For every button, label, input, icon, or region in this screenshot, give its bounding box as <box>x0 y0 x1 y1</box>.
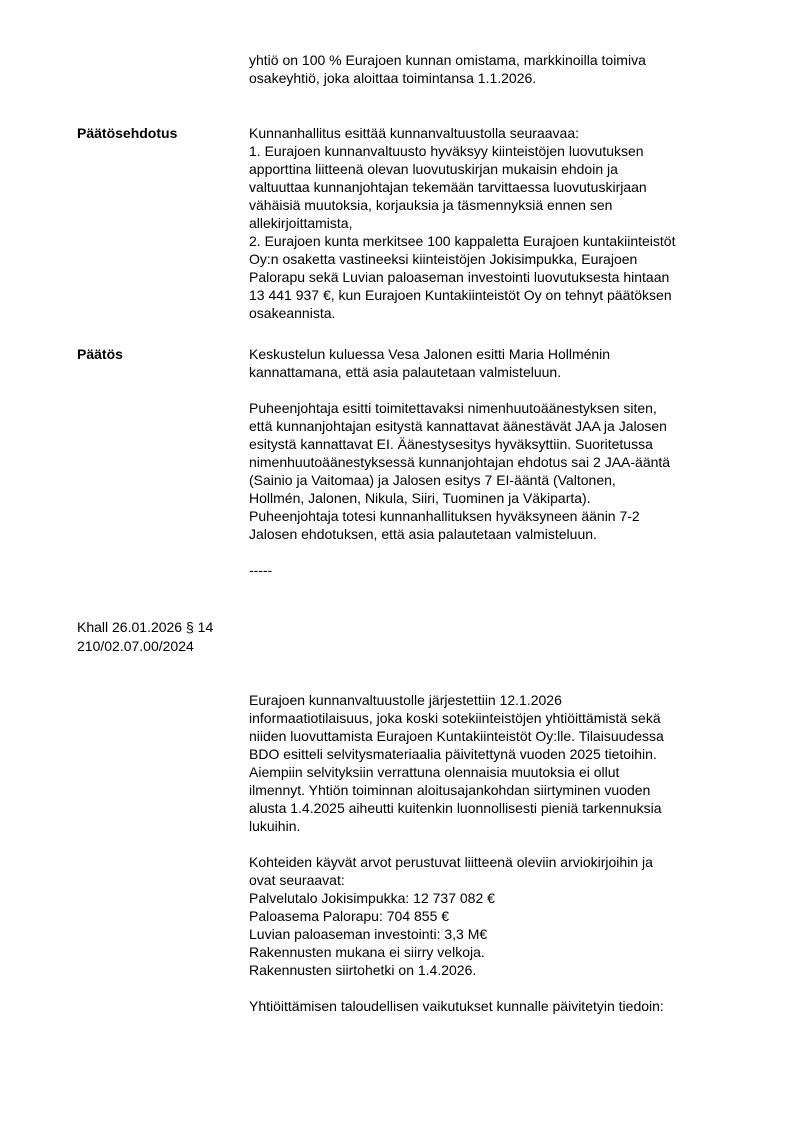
proposal-label: Päätösehdotus <box>77 125 178 141</box>
text-line: Oy:n osaketta vastineeksi kiinteistöjen Jokisimpukka, Eurajoen <box>249 251 638 267</box>
text-line: informaatiotilaisuus, joka koski sotekiinteistöjen yhtiöittämistä sekä <box>249 710 661 726</box>
main-text <box>249 691 749 1015</box>
decision-label: Päätös <box>77 346 123 362</box>
text-line: allekirjoittamista, <box>249 215 353 231</box>
paragraph-gap <box>249 381 749 399</box>
text-line: osakeyhtiö, joka aloittaa toimintansa 1.1.2026. <box>249 70 537 86</box>
text-line: Kunnanhallitus esittää kunnanvaltuustolla seuraavaa: <box>249 125 580 141</box>
text-line: alusta 1.4.2025 aiheutti kuitenkin luonnollisesti pieniä tarkennuksia <box>249 800 662 816</box>
text-line: valtuuttaa kunnanjohtajan tekemään tarvittaessa luovutuskirjaan <box>249 179 647 195</box>
text-line: BDO esitteli selvitysmateriaalia päivitettynä vuoden 2025 tietoihin. <box>249 746 657 762</box>
text-line: Rakennusten mukana ei siirry velkoja. <box>249 944 485 960</box>
text-line: nimenhuutoäänestyksessä kunnanjohtajan ehdotus sai 2 JAA-ääntä <box>249 454 671 470</box>
text-line: Luvian paloaseman investointi: 3,3 M€ <box>249 926 488 942</box>
text-line: Kohteiden käyvät arvot perustuvat liitteenä oleviin arviokirjoihin ja <box>249 854 653 870</box>
text-line: apporttina liitteenä olevan luovutuskirjan mukaisin ehdoin ja <box>249 161 618 177</box>
text-line: Aiempiin selvityksiin verrattuna olennaisia muutoksia ei ollut <box>249 764 620 780</box>
text-line: Palorapu sekä Luvian paloaseman investointi luovutuksesta hintaan <box>249 269 670 285</box>
text-line: Eurajoen kunnanvaltuustolle järjestettiin 12.1.2026 <box>249 692 562 708</box>
text-line: lukuihin. <box>249 818 301 834</box>
text-line: Puheenjohtaja esitti toimitettavaksi nimenhuutoäänestyksen siten, <box>249 400 657 416</box>
text-line: Keskustelun kuluessa Vesa Jalonen esitti Maria Hollménin <box>249 346 611 362</box>
intro-paragraph <box>249 51 749 87</box>
text-line: että kunnanjohtajan esitystä kannattavat äänestävät JAA ja Jalosen <box>249 418 667 434</box>
text-line: 1. Eurajoen kunnanvaltuusto hyväksyy kiinteistöjen luovutuksen <box>249 143 644 159</box>
text-line: (Sainio ja Vaitomaa) ja Jalosen esitys 7 EI-ääntä (Valtonen, <box>249 472 616 488</box>
paragraph-gap <box>249 543 749 561</box>
text-line: yhtiö on 100 % Eurajoen kunnan omistama, markkinoilla toimiva <box>249 52 646 68</box>
proposal-text <box>249 124 749 322</box>
text-line: kannattamana, että asia palautetaan valmisteluun. <box>249 364 562 380</box>
text-line: esitystä kannattavat EI. Äänestysesitys hyväksyttiin. Suoritetussa <box>249 436 653 452</box>
text-line: niiden luovuttamista Eurajoen Kuntakiinteistöt Oy:lle. Tilaisuudessa <box>249 728 664 744</box>
decision-text <box>249 345 749 579</box>
text-line: Paloasema Palorapu: 704 855 € <box>249 908 450 924</box>
text-line: 13 441 937 €, kun Eurajoen Kuntakiinteistöt Oy on tehnyt päätöksen <box>249 287 672 303</box>
text-line: osakeannista. <box>249 305 336 321</box>
text-line: Jalosen ehdotuksen, että asia palautetaan valmisteluun. <box>249 526 597 542</box>
text-line: Palvelutalo Jokisimpukka: 12 737 082 € <box>249 890 495 906</box>
record-number: 210/02.07.00/2024 <box>77 638 194 654</box>
text-line: vähäisiä muutoksia, korjauksia ja täsmennyksiä ennen sen <box>249 197 613 213</box>
text-line: Hollmén, Jalonen, Nikula, Siiri, Tuominen ja Väkiparta). <box>249 490 591 506</box>
paragraph-gap <box>249 835 749 853</box>
text-line: Rakennusten siirtohetki on 1.4.2026. <box>249 962 477 978</box>
paragraph-gap <box>249 979 749 997</box>
text-line: ovat seuraavat: <box>249 872 345 888</box>
text-line: ilmennyt. Yhtiön toiminnan aloitusajankohdan siirtyminen vuoden <box>249 782 651 798</box>
meeting-reference: Khall 26.01.2026 § 14 <box>77 619 214 635</box>
text-line: Puheenjohtaja totesi kunnanhallituksen hyväksyneen äänin 7-2 <box>249 508 640 524</box>
separator: ----- <box>249 562 273 578</box>
text-line: Yhtiöittämisen taloudellisen vaikutukset kunnalle päivitetyin tiedoin: <box>249 998 664 1014</box>
text-line: 2. Eurajoen kunta merkitsee 100 kappaletta Eurajoen kuntakiinteistöt <box>249 233 676 249</box>
